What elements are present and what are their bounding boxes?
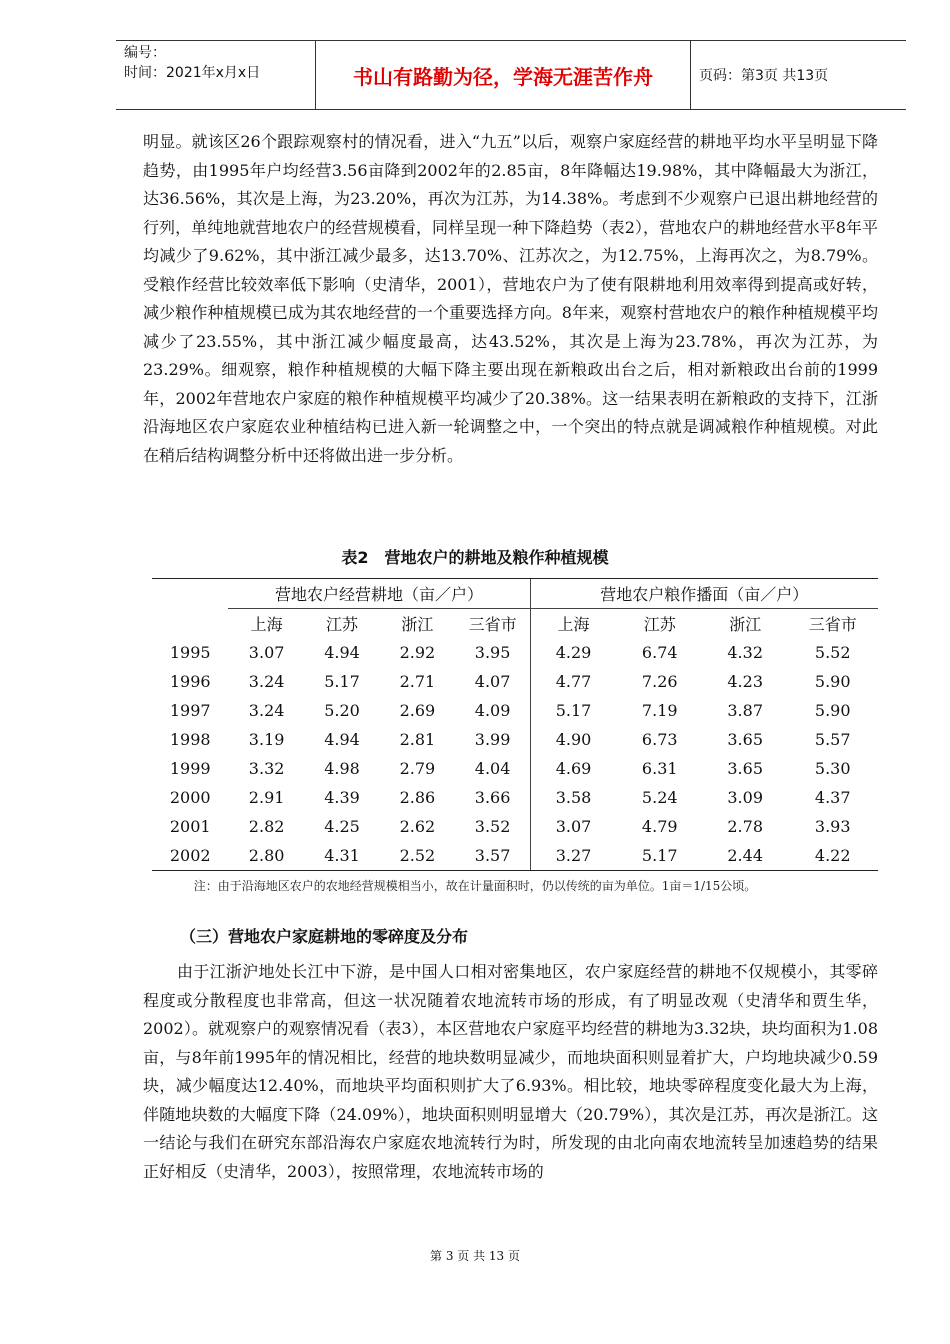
value-cell: 5.57 <box>814 730 851 749</box>
data-table <box>152 578 878 871</box>
value-cell: 6.73 <box>641 730 678 749</box>
value-cell: 4.29 <box>530 638 616 667</box>
value-cell: 2.71 <box>399 672 436 691</box>
group-header-grain: 营地农户粮作播面（亩／户） <box>530 579 878 609</box>
value-cell: 6.31 <box>641 759 678 778</box>
value-cell: 5.52 <box>814 643 851 662</box>
value-cell: 5.90 <box>814 701 851 720</box>
table-row <box>152 783 878 812</box>
page-footer: 第 3 页 共 13 页 <box>430 1249 520 1263</box>
value-cell: 4.90 <box>530 725 616 754</box>
table-row <box>152 754 878 783</box>
value-cell: 5.17 <box>617 841 703 871</box>
value-cell: 4.39 <box>324 788 360 807</box>
value-cell: 4.32 <box>727 643 763 662</box>
value-cell: 2.92 <box>399 643 436 662</box>
year-cell: 2000 <box>169 788 211 807</box>
value-cell: 3.19 <box>248 730 285 749</box>
table-caption: 表2 营地农户的耕地及粮作种植规模 <box>341 548 609 567</box>
value-cell: 3.93 <box>814 817 851 836</box>
value-cell: 4.04 <box>474 759 511 778</box>
value-cell: 2.78 <box>727 817 763 836</box>
value-cell: 3.66 <box>474 788 511 807</box>
value-cell: 4.77 <box>530 667 616 696</box>
value-cell: 5.30 <box>814 759 851 778</box>
value-cell: 3.95 <box>474 643 511 662</box>
value-cell: 2.86 <box>399 788 436 807</box>
year-cell: 1995 <box>169 643 211 662</box>
table-subheader: 三省市 <box>468 615 517 634</box>
value-cell: 4.31 <box>305 841 379 871</box>
value-cell: 5.17 <box>530 696 616 725</box>
time-label: 时间：2021年x月x日 <box>124 65 261 81</box>
value-cell: 3.09 <box>727 788 763 807</box>
value-cell: 5.20 <box>324 701 360 720</box>
value-cell: 4.23 <box>727 672 763 691</box>
table-subheader: 江苏 <box>326 615 359 634</box>
table-group-header-row <box>152 579 878 609</box>
serial-label: 编号： <box>124 45 166 61</box>
value-cell: 4.94 <box>324 643 360 662</box>
header-meta <box>116 41 315 109</box>
year-cell: 2002 <box>152 841 228 871</box>
value-cell: 4.94 <box>324 730 360 749</box>
value-cell: 5.90 <box>814 672 851 691</box>
body-paragraph-2: 由于江浙沪地处长江中下游，是中国人口相对密集地区，农户家庭经营的耕地不仅规模小，其零碎程度或分散程度也非常高，但这一状况随着农地流转市场的形成，有了明显改观（史清华和贾生华，2002）。就观察户的观察情况看（表3），本区营地农户家庭平均经营的耕地为3.32块，块均面积为1.08亩，与8年前1995年的情况相比，经营的地块数明显减少，而地块面积则显着扩大，户均地块减少0.59块，减少幅度达12.40%，而地块平均面积则扩大了6.93%。相比较，地块零碎程度变化最大为上海，伴随地块数的大幅度下降（24.09%），地块面积则明显增大（20.79%），其次是江苏，再次是浙江。这一结论与我们在研究东部沿海农户家庭农地流转行为时，所发现的由北向南农地流转呈加速趋势的结果正好相反（史清华，2003），按照常理，农地流转市场的 <box>143 962 878 1181</box>
value-cell: 2.44 <box>703 841 787 871</box>
value-cell: 3.58 <box>530 783 616 812</box>
value-cell: 4.22 <box>787 841 878 871</box>
value-cell: 4.37 <box>814 788 851 807</box>
table-subheader: 江苏 <box>643 615 676 634</box>
year-cell: 1998 <box>169 730 211 749</box>
value-cell: 3.27 <box>530 841 616 871</box>
value-cell: 3.24 <box>248 672 285 691</box>
value-cell: 3.24 <box>248 701 285 720</box>
table-subheader: 上海 <box>530 609 616 639</box>
table-subheader: 上海 <box>250 615 283 634</box>
value-cell: 2.91 <box>248 788 285 807</box>
value-cell: 5.17 <box>324 672 360 691</box>
value-cell: 5.24 <box>641 788 678 807</box>
year-cell: 1999 <box>169 759 211 778</box>
table-row <box>152 638 878 667</box>
value-cell: 2.79 <box>399 759 436 778</box>
value-cell: 4.25 <box>324 817 360 836</box>
value-cell: 4.69 <box>530 754 616 783</box>
body-paragraph-1: 明显。就该区26个跟踪观察村的情况看，进入“九五”以后，观察户家庭经营的耕地平均水平呈明显下降趋势，由1995年户均经营3.56亩降到2002年的2.85亩，8年降幅达19.98%，其中降幅最大为浙江，达36.56%，其次是上海，为23.20%，再次为江苏，为14.38%。考虑到不少观察户已退出耕地经营的行列，单纯地就营地农户的经营规模看，同样呈现一种下降趋势（表2），营地农户的耕地经营水平8年平均减少了9.62%，其中浙江减少最多，达13.70%、江苏次之，为12.75%，上海再次之，为8.79%。受粮作经营比较效率低下影响（史清华，2001），营地农户为了使有限耕地利用效率得到提高或好转，减少粮作种植规模已成为其农地经营的一个重要选择方向。8年来，观察村营地农户的粮作种植规模平均减少了23.55%，其中浙江减少幅度最高，达43.52%，其次是上海为23.78%，再次为江苏，为23.29%。细观察，粮作种植规模的大幅下降主要出现在新粮政出台之后，相对新粮政出台前的1999年，2002年营地农户家庭的粮作种植规模平均减少了20.38%。这一结果表明在新粮政的支持下，江浙沿海地区农户家庭农业种植结构已进入新一轮调整之中，一个突出的特点就是调减粮作种植规模。对此在稍后结构调整分析中还将做出进一步分析。 <box>143 132 878 465</box>
table-subheader: 浙江 <box>729 615 762 634</box>
table-body <box>152 638 878 871</box>
year-cell: 2001 <box>169 817 211 836</box>
value-cell: 2.52 <box>379 841 455 871</box>
table-row <box>152 696 878 725</box>
value-cell: 7.26 <box>641 672 678 691</box>
value-cell: 7.19 <box>641 701 678 720</box>
value-cell: 4.07 <box>474 672 511 691</box>
value-cell: 6.74 <box>641 643 678 662</box>
value-cell: 2.81 <box>399 730 436 749</box>
table-row <box>152 725 878 754</box>
header-page-label: 页码：第3页 共13页 <box>699 68 829 84</box>
value-cell: 2.82 <box>248 817 285 836</box>
page-header <box>116 40 906 110</box>
value-cell: 2.69 <box>399 701 436 720</box>
table-subheader-row <box>152 609 878 639</box>
value-cell: 3.65 <box>727 730 763 749</box>
corner-cell <box>152 579 228 609</box>
group-header-farmland: 营地农户经营耕地（亩／户） <box>228 579 530 609</box>
value-cell: 4.79 <box>641 817 678 836</box>
table-note: 注：由于沿海地区农户的农地经营规模相当小，故在计量面积时，仍以传统的亩为单位。1亩＝1/15公顷。 <box>193 879 757 893</box>
value-cell: 3.65 <box>727 759 763 778</box>
table-subheader: 浙江 <box>401 615 434 634</box>
table-subheader: 三省市 <box>808 615 857 634</box>
value-cell: 3.52 <box>474 817 511 836</box>
year-cell: 1996 <box>169 672 211 691</box>
table-row <box>152 667 878 696</box>
table-row <box>152 841 878 871</box>
value-cell: 3.07 <box>248 643 285 662</box>
value-cell: 4.09 <box>474 701 511 720</box>
value-cell: 2.80 <box>228 841 304 871</box>
value-cell: 4.98 <box>324 759 360 778</box>
value-cell: 3.57 <box>456 841 530 871</box>
table-row <box>152 812 878 841</box>
header-motto: 书山有路勤为径，学海无涯苦作舟 <box>315 41 691 109</box>
corner-cell <box>152 609 228 639</box>
value-cell: 3.07 <box>530 812 616 841</box>
value-cell: 3.87 <box>727 701 763 720</box>
year-cell: 1997 <box>169 701 211 720</box>
value-cell: 3.32 <box>248 759 285 778</box>
section-title: （三）营地农户家庭耕地的零碎度及分布 <box>180 927 469 946</box>
value-cell: 2.62 <box>399 817 436 836</box>
value-cell: 3.99 <box>474 730 511 749</box>
